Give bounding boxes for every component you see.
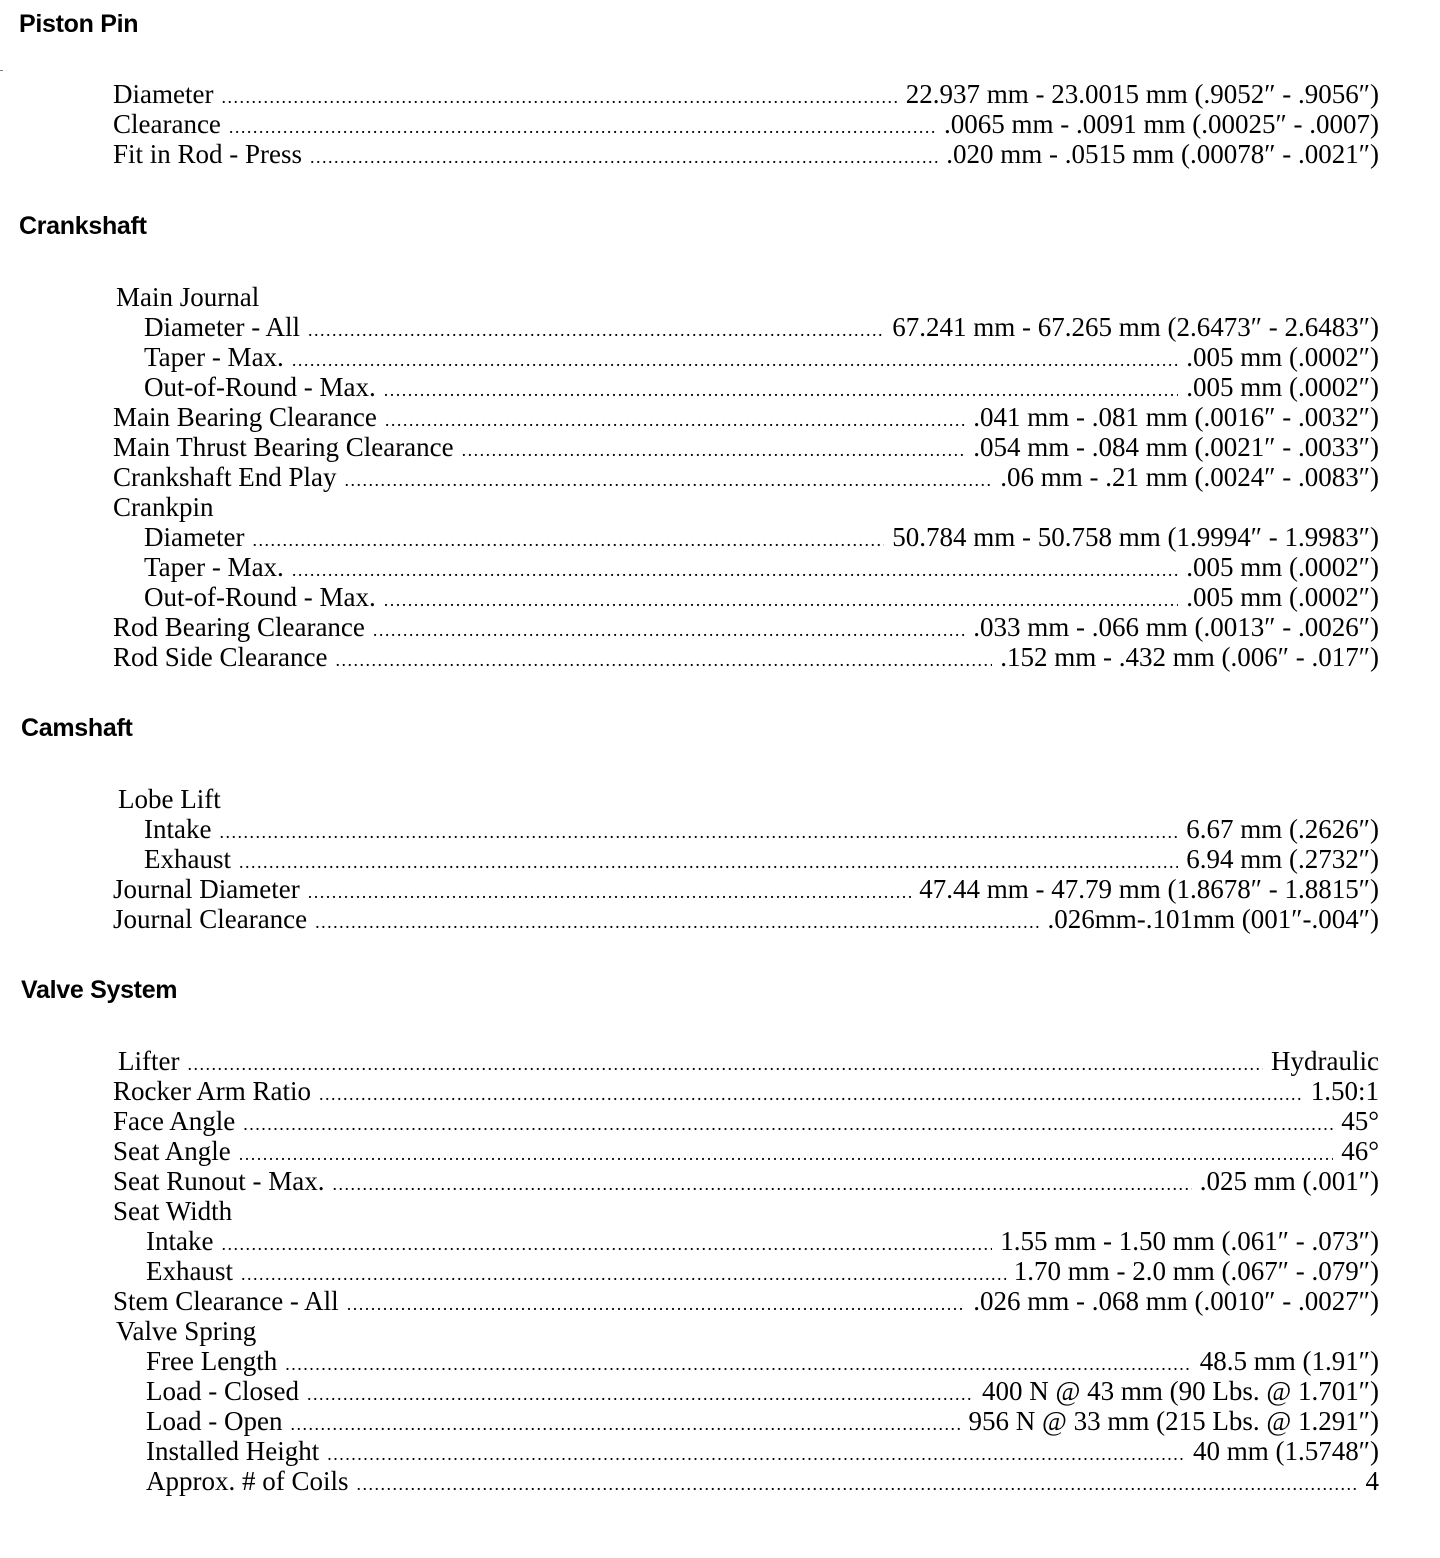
spec-label: Main Thrust Bearing Clearance	[113, 432, 454, 462]
scan-mark	[0, 70, 3, 71]
spec-value: Hydraulic	[1271, 1046, 1379, 1076]
dot-leader	[187, 1049, 1263, 1079]
subheading-valve-spring: Valve Spring	[116, 1316, 257, 1346]
dot-leader	[252, 525, 884, 555]
section-heading-valve-system: Valve System	[21, 976, 178, 1004]
spec-value: 4	[1365, 1466, 1379, 1496]
spec-label: Taper - Max.	[144, 342, 284, 372]
spec-row-main-journal-diameter	[144, 312, 1379, 342]
spec-label: Installed Height	[146, 1436, 320, 1466]
spec-row-load-open	[146, 1406, 1379, 1436]
dot-leader	[319, 1079, 1303, 1109]
spec-value: .005 mm (.0002″)	[1186, 552, 1379, 582]
spec-value: .025 mm (.001″)	[1199, 1166, 1379, 1196]
dot-leader	[308, 877, 912, 907]
spec-row-piston-pin-clearance	[113, 109, 1379, 139]
spec-value: 6.94 mm (.2732″)	[1186, 844, 1379, 874]
spec-value: 50.784 mm - 50.758 mm (1.9994″ - 1.9983″)	[892, 522, 1379, 552]
spec-value: .041 mm - .081 mm (.0016″ - .0032″)	[973, 402, 1379, 432]
spec-label: Crankshaft End Play	[113, 462, 337, 492]
spec-row-main-thrust-bearing-clearance	[113, 432, 1379, 462]
spec-value: 1.55 mm - 1.50 mm (.061″ - .073″)	[1000, 1226, 1379, 1256]
spec-value: .026mm-.101mm (001″-.004″)	[1047, 904, 1379, 934]
spec-row-seat-width-intake	[146, 1226, 1379, 1256]
spec-value: 47.44 mm - 47.79 mm (1.8678″ - 1.8815″)	[919, 874, 1379, 904]
spec-row-face-angle	[113, 1106, 1379, 1136]
dot-leader	[243, 1109, 1333, 1139]
spec-label: Face Angle	[113, 1106, 236, 1136]
spec-row-installed-height	[146, 1436, 1379, 1466]
spec-label: Main Bearing Clearance	[113, 402, 377, 432]
spec-value: .005 mm (.0002″)	[1186, 342, 1379, 372]
spec-label: Lifter	[118, 1046, 180, 1076]
dot-leader	[308, 315, 884, 345]
spec-label: Intake	[144, 814, 212, 844]
spec-row-piston-pin-fit	[113, 139, 1379, 169]
spec-value: 67.241 mm - 67.265 mm (2.6473″ - 2.6483″)	[892, 312, 1379, 342]
spec-label: Intake	[146, 1226, 214, 1256]
dot-leader	[241, 1259, 1006, 1289]
dot-leader	[229, 112, 936, 142]
spec-label: Out-of-Round - Max.	[144, 582, 376, 612]
dot-leader	[344, 465, 992, 495]
spec-label: Exhaust	[146, 1256, 233, 1286]
spec-row-stem-clearance	[113, 1286, 1379, 1316]
dot-leader	[310, 142, 938, 172]
spec-value: 6.67 mm (.2626″)	[1186, 814, 1379, 844]
spec-row-crankpin-out-of-round	[144, 582, 1379, 612]
spec-label: Clearance	[113, 109, 221, 139]
spec-row-crankshaft-end-play	[113, 462, 1379, 492]
dot-leader	[307, 1379, 974, 1409]
dot-leader	[385, 405, 965, 435]
subheading-crankpin: Crankpin	[113, 492, 214, 522]
dot-leader	[315, 907, 1039, 937]
spec-value: .152 mm - .432 mm (.006″ - .017″)	[1000, 642, 1379, 672]
spec-label: Seat Runout - Max.	[113, 1166, 325, 1196]
dot-leader	[219, 817, 1178, 847]
spec-row-main-journal-taper	[144, 342, 1379, 372]
spec-label: Diameter	[113, 79, 214, 109]
subheading-main-journal: Main Journal	[116, 282, 260, 312]
dot-leader	[239, 1139, 1333, 1169]
dot-leader	[221, 82, 897, 112]
spec-value: .054 mm - .084 mm (.0021″ - .0033″)	[973, 432, 1379, 462]
spec-value: .005 mm (.0002″)	[1186, 582, 1379, 612]
dot-leader	[384, 375, 1179, 405]
spec-label: Stem Clearance - All	[113, 1286, 339, 1316]
dot-leader	[384, 585, 1179, 615]
subheading-lobe-lift: Lobe Lift	[118, 784, 221, 814]
spec-value: .020 mm - .0515 mm (.00078″ - .0021″)	[946, 139, 1379, 169]
spec-label: Rod Bearing Clearance	[113, 612, 365, 642]
spec-row-rod-bearing-clearance	[113, 612, 1379, 642]
spec-value: .026 mm - .068 mm (.0010″ - .0027″)	[973, 1286, 1379, 1316]
spec-row-seat-width-exhaust	[146, 1256, 1379, 1286]
section-heading-piston-pin: Piston Pin	[19, 10, 139, 38]
spec-row-piston-pin-diameter	[113, 79, 1379, 109]
section-heading-camshaft: Camshaft	[21, 714, 133, 742]
spec-value: .06 mm - .21 mm (.0024″ - .0083″)	[1000, 462, 1379, 492]
spec-label: Out-of-Round - Max.	[144, 372, 376, 402]
dot-leader	[327, 1439, 1185, 1469]
spec-label: Diameter	[144, 522, 245, 552]
spec-value: .005 mm (.0002″)	[1186, 372, 1379, 402]
spec-label: Seat Angle	[113, 1136, 231, 1166]
spec-value: .033 mm - .066 mm (.0013″ - .0026″)	[973, 612, 1379, 642]
dot-leader	[221, 1229, 992, 1259]
dot-leader	[462, 435, 966, 465]
spec-label: Load - Closed	[146, 1376, 299, 1406]
spec-row-main-bearing-clearance	[113, 402, 1379, 432]
dot-leader	[357, 1469, 1358, 1499]
dot-leader	[292, 345, 1178, 375]
dot-leader	[347, 1289, 966, 1319]
spec-row-lifter	[118, 1046, 1379, 1076]
dot-leader	[292, 555, 1178, 585]
spec-value: 40 mm (1.5748″)	[1193, 1436, 1379, 1466]
spec-label: Exhaust	[144, 844, 231, 874]
spec-row-journal-diameter	[113, 874, 1379, 904]
spec-value: 48.5 mm (1.91″)	[1199, 1346, 1379, 1376]
spec-label: Diameter - All	[144, 312, 300, 342]
spec-row-journal-clearance	[113, 904, 1379, 934]
spec-row-free-length	[146, 1346, 1379, 1376]
spec-row-crankpin-taper	[144, 552, 1379, 582]
spec-row-lobe-lift-intake	[144, 814, 1379, 844]
spec-value: 22.937 mm - 23.0015 mm (.9052″ - .9056″)	[905, 79, 1379, 109]
spec-label: Journal Clearance	[113, 904, 308, 934]
spec-row-load-closed	[146, 1376, 1379, 1406]
spec-label: Free Length	[146, 1346, 278, 1376]
spec-row-rod-side-clearance	[113, 642, 1379, 672]
spec-label: Approx. # of Coils	[146, 1466, 349, 1496]
spec-label: Rod Side Clearance	[113, 642, 328, 672]
dot-leader	[285, 1349, 1192, 1379]
spec-label: Fit in Rod - Press	[113, 139, 303, 169]
spec-row-rocker-arm-ratio	[113, 1076, 1379, 1106]
dot-leader	[332, 1169, 1191, 1199]
spec-label: Taper - Max.	[144, 552, 284, 582]
spec-row-crankpin-diameter	[144, 522, 1379, 552]
spec-row-lobe-lift-exhaust	[144, 844, 1379, 874]
spec-row-main-journal-out-of-round	[144, 372, 1379, 402]
spec-row-seat-runout	[113, 1166, 1379, 1196]
spec-row-approx-coils	[146, 1466, 1379, 1496]
dot-leader	[290, 1409, 960, 1439]
spec-value: 400 N @ 43 mm (90 Lbs. @ 1.701″)	[982, 1376, 1379, 1406]
spec-row-seat-angle	[113, 1136, 1379, 1166]
spec-value: 1.50:1	[1310, 1076, 1379, 1106]
spec-label: Load - Open	[146, 1406, 283, 1436]
spec-label: Journal Diameter	[113, 874, 300, 904]
spec-value: .0065 mm - .0091 mm (.00025″ - .0007)	[944, 109, 1379, 139]
spec-value: 46°	[1341, 1136, 1379, 1166]
spec-value: 45°	[1341, 1106, 1379, 1136]
spec-value: 1.70 mm - 2.0 mm (.067″ - .079″)	[1013, 1256, 1379, 1286]
dot-leader	[239, 847, 1178, 877]
dot-leader	[373, 615, 965, 645]
subheading-seat-width: Seat Width	[113, 1196, 233, 1226]
section-heading-crankshaft: Crankshaft	[19, 212, 147, 240]
dot-leader	[335, 645, 992, 675]
spec-label: Rocker Arm Ratio	[113, 1076, 311, 1106]
spec-value: 956 N @ 33 mm (215 Lbs. @ 1.291″)	[968, 1406, 1379, 1436]
